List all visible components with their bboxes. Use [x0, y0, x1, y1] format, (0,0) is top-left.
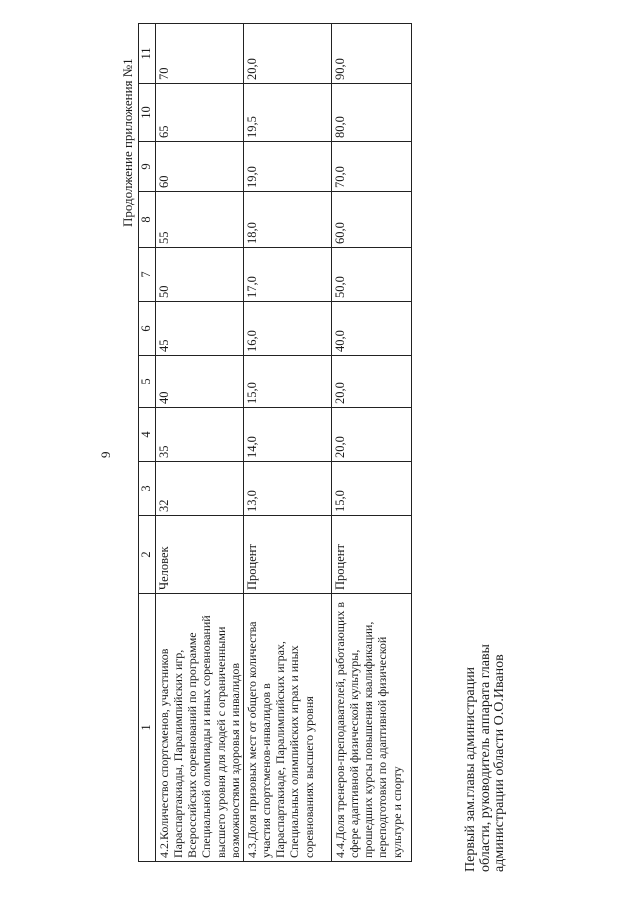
header-cell: 2 — [139, 516, 156, 594]
value-cell: 13,0 — [244, 462, 332, 516]
signature-line: Первый зам.главы администрации — [463, 666, 478, 872]
signature-line: области, руководитель аппарата главы — [477, 644, 493, 872]
value-cell: 70,0 — [332, 142, 412, 192]
value-cell: 50,0 — [332, 248, 412, 302]
table-row — [244, 24, 332, 862]
value-cell: 60 — [156, 142, 244, 192]
value-cell: 35 — [156, 408, 244, 462]
value-cell: 50 — [156, 248, 244, 302]
header-row — [139, 24, 156, 862]
header-cell: 5 — [139, 356, 156, 408]
signature-block — [464, 644, 508, 872]
value-cell: 14,0 — [244, 408, 332, 462]
unit-cell: Процент — [332, 516, 412, 594]
table-row — [332, 24, 412, 862]
value-cell: 15,0 — [244, 356, 332, 408]
value-cell: 45 — [156, 302, 244, 356]
value-cell: 20,0 — [332, 408, 412, 462]
value-cell: 20,0 — [332, 356, 412, 408]
value-cell: 15,0 — [332, 462, 412, 516]
value-cell: 17,0 — [244, 248, 332, 302]
rotated-page — [20, 22, 620, 882]
value-cell: 90,0 — [332, 24, 412, 84]
value-cell: 19,5 — [244, 84, 332, 142]
value-cell: 60,0 — [332, 192, 412, 248]
header-cell: 4 — [139, 408, 156, 462]
header-cell: 1 — [139, 594, 156, 862]
value-cell: 20,0 — [244, 24, 332, 84]
value-cell: 80,0 — [332, 84, 412, 142]
value-cell: 19,0 — [244, 142, 332, 192]
continuation-label: Продолжение приложения №1 — [120, 58, 135, 227]
header-cell: 10 — [139, 84, 156, 142]
value-cell: 32 — [156, 462, 244, 516]
value-cell: 65 — [156, 84, 244, 142]
value-cell: 16,0 — [244, 302, 332, 356]
signature-line: администрации области О.О.Иванов — [492, 654, 508, 872]
indicator-cell: 4.3.Доля призовых мест от общего количества участия спортсменов-инвалидов в Параспартакиаде, Паралимпийских играх, Специальных олимпийских играх и иных соревнованиях высшего уровня — [244, 594, 332, 862]
indicator-cell: 4.4.Доля тренеров-преподавателей, работающих в сфере адаптивной физической культуры, прошедших курсы повышения квалификации, переподготовки по адаптивной физической культуре и спорту — [332, 594, 412, 862]
table-row — [156, 24, 244, 862]
value-cell: 18,0 — [244, 192, 332, 248]
value-cell: 55 — [156, 192, 244, 248]
header-cell: 8 — [139, 192, 156, 248]
header-cell: 6 — [139, 302, 156, 356]
unit-cell: Человек — [156, 516, 244, 594]
header-cell: 3 — [139, 462, 156, 516]
indicators-table — [138, 23, 412, 862]
unit-cell: Процент — [244, 516, 332, 594]
indicator-cell: 4.2.Количество спортсменов, участников Параспартакиады, Паралимпийских игр, Всероссийских соревнований по программе Специальной олимпиады и иных соревнований высшего уровня для людей с ограниченными возможностями здоровья и инвалидов — [156, 594, 244, 862]
header-cell: 7 — [139, 248, 156, 302]
header-cell: 9 — [139, 142, 156, 192]
header-cell: 11 — [139, 24, 156, 84]
value-cell: 70 — [156, 24, 244, 84]
page-number: 9 — [98, 451, 113, 458]
value-cell: 40,0 — [332, 302, 412, 356]
value-cell: 40 — [156, 356, 244, 408]
